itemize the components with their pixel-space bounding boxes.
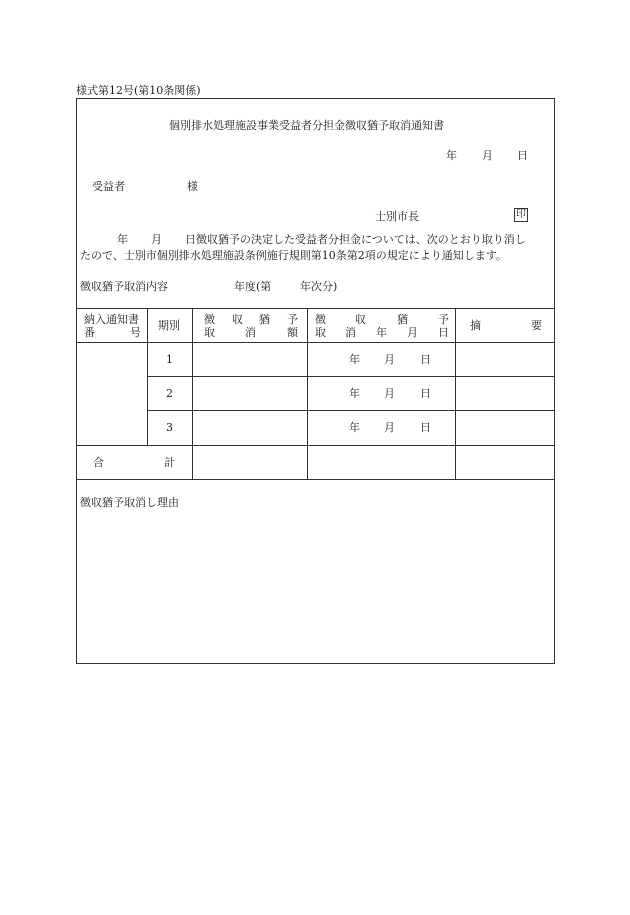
- table-vline-4: [455, 308, 456, 479]
- document-title: 個別排水処理施設事業受益者分担金徴収猶予取消通知書: [169, 119, 444, 132]
- table-line-row3: [76, 445, 555, 446]
- date-year: 年: [446, 149, 457, 162]
- seal-mark: 印: [516, 209, 526, 220]
- recipient-label: 受益者: [92, 180, 125, 193]
- header-amount-1: 徴: [204, 313, 215, 326]
- header-date-7: 年: [376, 326, 387, 339]
- row3-month: 月: [384, 421, 395, 434]
- body-year: 年: [117, 233, 128, 246]
- header-amount-5: 取: [204, 326, 215, 339]
- form-number: 様式第12号(第10条関係): [76, 84, 201, 97]
- header-summary-1: 摘: [470, 319, 481, 332]
- header-date-1: 徴: [315, 313, 326, 326]
- header-date-3: 猶: [397, 313, 408, 326]
- header-summary-2: 要: [531, 319, 542, 332]
- total-label-right: 計: [164, 456, 175, 469]
- header-date-4: 予: [438, 313, 449, 326]
- table-vline-1: [147, 308, 148, 445]
- recipient-honorific: 様: [187, 180, 198, 193]
- date-day: 日: [517, 149, 528, 162]
- header-notice-no-gou: 号: [130, 326, 141, 339]
- header-amount-4: 予: [287, 313, 298, 326]
- body-line2: たので、士別市個別排水処理施設条例施行規則第10条第2項の規定により通知します。: [80, 249, 507, 262]
- header-date-5: 取: [315, 326, 326, 339]
- row2-year: 年: [349, 387, 360, 400]
- row2-month: 月: [384, 387, 395, 400]
- row2-period: 2: [166, 387, 173, 400]
- issuer-name: 士別市長: [375, 210, 419, 223]
- row1-year: 年: [349, 353, 360, 366]
- header-amount-6: 消: [245, 326, 256, 339]
- header-amount-2: 収: [232, 313, 243, 326]
- row3-year: 年: [349, 421, 360, 434]
- header-amount-3: 猶: [259, 313, 270, 326]
- row3-period: 3: [166, 421, 173, 434]
- body-line1: 日徴収猶予の決定した受益者分担金については、次のとおり取り消し: [185, 233, 526, 246]
- table-line-row2: [147, 410, 555, 411]
- row2-day: 日: [420, 387, 431, 400]
- header-period: 期別: [158, 319, 180, 332]
- header-date-6: 消: [345, 326, 356, 339]
- table-vline-3: [307, 308, 308, 479]
- header-amount-7: 額: [287, 326, 298, 339]
- row3-day: 日: [420, 421, 431, 434]
- table-vline-2: [192, 308, 193, 479]
- body-month: 月: [151, 233, 162, 246]
- cancel-installment: 年次分): [300, 280, 338, 293]
- row1-month: 月: [384, 353, 395, 366]
- row1-day: 日: [420, 353, 431, 366]
- header-notice-no-ban: 番: [84, 326, 95, 339]
- header-notice-no-line1: 納入通知書: [84, 313, 139, 326]
- header-date-9: 日: [438, 326, 449, 339]
- date-month: 月: [482, 149, 493, 162]
- cancel-content-label: 徴収猶予取消内容: [80, 280, 168, 293]
- reason-label: 徴収猶予取消し理由: [80, 496, 179, 509]
- table-line-row1: [147, 376, 555, 377]
- table-line-bottom: [76, 479, 555, 480]
- cancel-fiscal-year: 年度(第: [234, 280, 272, 293]
- row1-period: 1: [166, 353, 173, 366]
- header-date-2: 収: [355, 313, 366, 326]
- total-label-left: 合: [93, 456, 104, 469]
- header-date-8: 月: [407, 326, 418, 339]
